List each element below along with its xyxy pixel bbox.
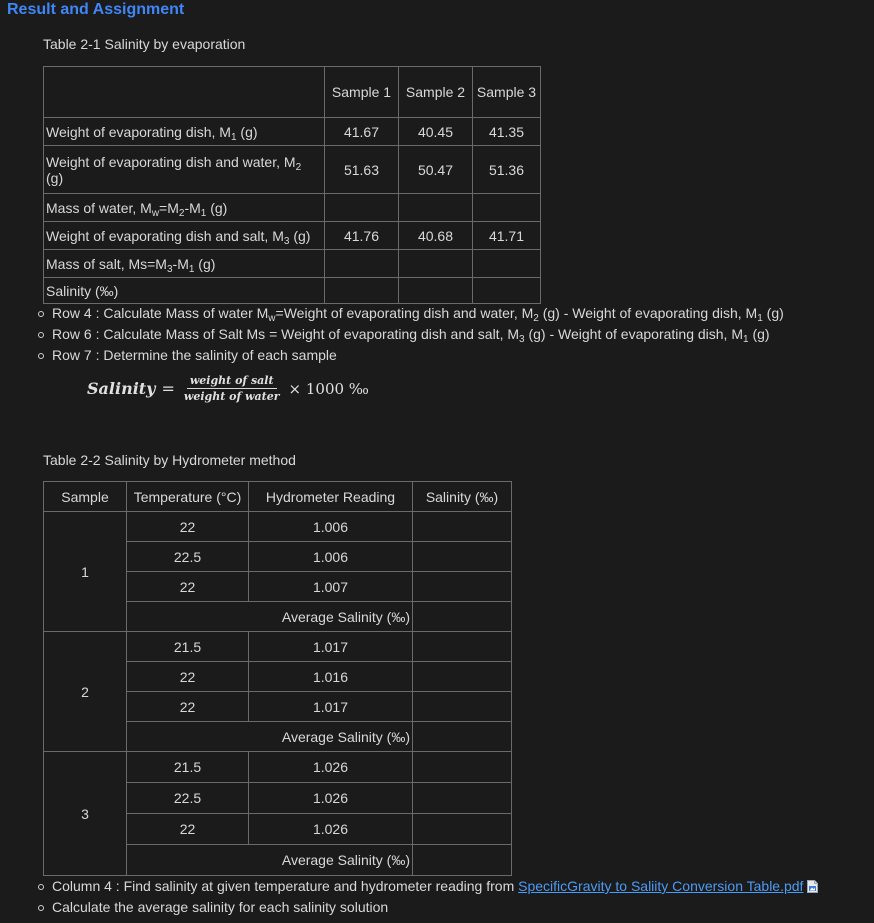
table1-row	[44, 222, 541, 250]
temperature-cell: 22	[127, 814, 249, 845]
salinity-cell	[413, 542, 512, 572]
reading-cell: 1.006	[249, 542, 413, 572]
table1-header-cell: Sample 2	[399, 67, 473, 118]
formula-fraction	[181, 374, 283, 403]
cell-value	[325, 278, 399, 304]
formula-numerator: weight of salt	[187, 374, 277, 389]
temperature-cell: 21.5	[127, 752, 249, 783]
cell-value	[473, 194, 541, 222]
salinity-cell	[413, 783, 512, 814]
salinity-cell	[413, 512, 512, 542]
evaporation-table	[43, 66, 541, 304]
sample-id: 2	[44, 632, 127, 752]
table1-header-cell: Sample 1	[325, 67, 399, 118]
salinity-cell	[413, 632, 512, 662]
table2-caption: Table 2-2 Salinity by Hydrometer method	[43, 452, 296, 468]
table1-caption: Table 2-1 Salinity by evaporation	[43, 36, 246, 52]
average-label: Average Salinity (‰)	[127, 602, 413, 632]
row-label: Mass of salt, $Ms=M_3-M_1$ (g)	[44, 250, 325, 278]
reading-cell: 1.017	[249, 692, 413, 722]
table1-row	[44, 118, 541, 146]
formula-equals: =	[161, 379, 175, 398]
salinity-cell	[413, 572, 512, 602]
cell-value: 41.67	[325, 118, 399, 146]
temperature-cell: 22	[127, 662, 249, 692]
formula-lhs: Salinity	[87, 379, 156, 398]
row-label: Salinity (‰)	[44, 278, 325, 304]
cell-value	[473, 278, 541, 304]
salinity-cell	[413, 662, 512, 692]
cell-value	[325, 250, 399, 278]
table2-header-row	[44, 482, 512, 512]
cell-value	[399, 278, 473, 304]
temperature-cell: 22.5	[127, 542, 249, 572]
section-heading: Result and Assignment	[7, 1, 185, 18]
salinity-formula	[87, 374, 369, 403]
table2-header-cell: Hydrometer Reading	[249, 482, 413, 512]
temperature-cell: 22.5	[127, 783, 249, 814]
instruction-text: Column 4 : Find salinity at given temperature and hydrometer reading from	[52, 878, 519, 894]
cell-value: 40.45	[399, 118, 473, 146]
salinity-cell	[413, 814, 512, 845]
temperature-cell: 21.5	[127, 632, 249, 662]
average-salinity-cell	[413, 602, 512, 632]
instruction-item: Calculate the average salinity for each salinity solution	[35, 897, 818, 918]
table-row	[44, 752, 512, 783]
cell-value: 41.71	[473, 222, 541, 250]
instruction-item: Row 4 : Calculate Mass of water $M_w=Weight$ of evaporating dish and water, $M_2$ (g) - Weight of evaporating dish, $M_1$ (g)	[35, 303, 784, 324]
reading-cell: 1.007	[249, 572, 413, 602]
temperature-cell: 22	[127, 572, 249, 602]
conversion-table-link[interactable]: SpecificGravity to Saliity Conversion Table.pdf	[518, 878, 804, 894]
reading-cell: 1.017	[249, 632, 413, 662]
temperature-cell: 22	[127, 692, 249, 722]
formula-multiplier: × 1000 ‰	[288, 379, 369, 398]
table2-instructions	[35, 876, 818, 918]
table1-row	[44, 194, 541, 222]
table-row	[44, 512, 512, 542]
average-label: Average Salinity (‰)	[127, 722, 413, 752]
cell-value	[399, 194, 473, 222]
reading-cell: 1.026	[249, 752, 413, 783]
cell-value: 51.36	[473, 146, 541, 194]
pdf-file-icon[interactable]	[807, 880, 818, 893]
sample-id: 1	[44, 512, 127, 632]
table2-header-cell: Sample	[44, 482, 127, 512]
table-row	[44, 632, 512, 662]
temperature-cell: 22	[127, 512, 249, 542]
table1-header-cell	[44, 67, 325, 118]
cell-value	[325, 194, 399, 222]
table1-row	[44, 146, 541, 194]
formula-denominator: weight of water	[183, 390, 280, 403]
average-salinity-cell	[413, 845, 512, 876]
row-label: Weight of evaporating dish and salt, $M_3$ (g)	[44, 222, 325, 250]
cell-value	[473, 250, 541, 278]
table1-instructions	[35, 303, 784, 366]
table1-row	[44, 250, 541, 278]
cell-value: 50.47	[399, 146, 473, 194]
table1-row	[44, 278, 541, 304]
cell-value: 41.76	[325, 222, 399, 250]
cell-value: 40.68	[399, 222, 473, 250]
cell-value	[399, 250, 473, 278]
cell-value: 51.63	[325, 146, 399, 194]
salinity-cell	[413, 692, 512, 722]
table1-header-row	[44, 67, 541, 118]
table1-header-cell: Sample 3	[473, 67, 541, 118]
row-label: Mass of water, $M_w=M_2-M_1$ (g)	[44, 194, 325, 222]
reading-cell: 1.016	[249, 662, 413, 692]
hydrometer-table	[43, 481, 512, 876]
salinity-cell	[413, 752, 512, 783]
instruction-item	[35, 876, 818, 897]
reading-cell: 1.026	[249, 814, 413, 845]
cell-value: 41.35	[473, 118, 541, 146]
instruction-item: Row 7 : Determine the salinity of each sample	[35, 345, 784, 366]
average-salinity-cell	[413, 722, 512, 752]
average-label: Average Salinity (‰)	[127, 845, 413, 876]
instruction-item: Row 6 : Calculate Mass of Salt Ms = Weight of evaporating dish and salt, $M_3$ (g) - Weight of evaporating dish, $M_1$ (g)	[35, 324, 784, 345]
table2-header-cell: Temperature (°C)	[127, 482, 249, 512]
row-label: Weight of evaporating dish, $M_1$ (g)	[44, 118, 325, 146]
table2-header-cell: Salinity (‰)	[413, 482, 512, 512]
reading-cell: 1.006	[249, 512, 413, 542]
sample-id: 3	[44, 752, 127, 876]
reading-cell: 1.026	[249, 783, 413, 814]
row-label: Weight of evaporating dish and water, $M_2$ (g)	[44, 146, 325, 194]
